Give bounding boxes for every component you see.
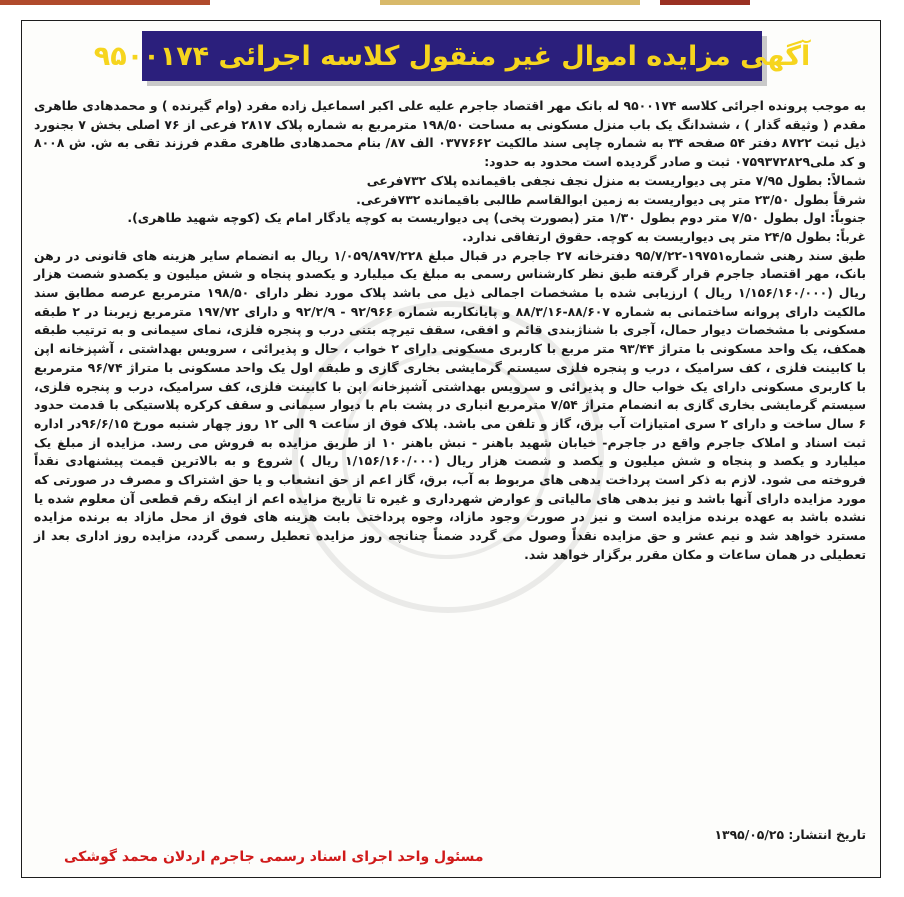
boundary-south: جنوباً: اول بطول ۷/۵۰ متر دوم بطول ۱/۳۰ متر (بصورت پخی) پی دیواریست به کوچه یادگار امام یک (کوچه شهید طاهری). <box>127 210 866 226</box>
notice-title: آگهی مزایده اموال غیر منقول کلاسه اجرائی ۹۵۰۰۱۷۴ <box>93 40 811 72</box>
notice-body <box>34 97 866 565</box>
auction-notice <box>21 20 881 878</box>
boundary-west: غرباً: بطول ۲۴/۵ متر پی دیواریست به کوچه. حقوق ارتفاقی ندارد. <box>462 228 866 244</box>
boundary-north: شمالاً: بطول ۷/۹۵ متر پی دیواریست به منزل نجف نجفی باقیمانده پلاک ۷۳۲فرعی <box>366 172 866 188</box>
details-paragraph: طبق سند رهنی شماره۱۹۷۵۱-۹۵/۷/۲۲ دفترخانه ۲۷ جاجرم در قبال مبلغ ۱/۰۵۹/۸۹۷/۲۲۸ ریال به انضمام سایر هزینه های قانونی در رهن بانک، مهر اقتصاد جاجرم قرار گرفته طبق نظر کارشناس رسمی به مبلغ یک میلیارد و یکصدو پنجاه و شش میلیون و یکصدو شصت هزار ریال (۱/۱۵۶/۱۶۰/۰۰۰ ریال ) ارزیابی شده با مشخصات اجمالی ذیل می باشد پلاک مورد نظر دارای ۱۹۸/۵۰ مترمربع عرصه مطابق سند مالکیت دارای پروانه ساختمانی به شماره ۸۸/۶۰۷-۸۸/۳/۱۶ و پایانکاربه شماره ۹۲/۹۶۶ - ۹۲/۲/۹ و دارای ۱۹۷/۷۲ مترمربع زیربنا در ۲ طبقه مسکونی با مشخصات دیوار حمال، آجری با شناژبندی قائم و افقی، سقف تیرچه بتنی درب و پنجره فلزی، نمای سیمانی و به ترتیب طبقه همکف، یک واحد مسکونی با متراژ ۹۳/۴۴ متر مربع با کاربری مسکونی دارای ۲ خواب ، حال و پذیرائی ، سرویس بهداشتی ، آشپزخانه اپن با کابینت فلزی ، کف سرامیک ، درب و پنجره فلزی سیستم گرمایشی بخاری گازی و طبقه اول یک واحد مسکونی با متراژ ۹۶/۷۴ مترمربع با کاربری مسکونی دارای یک خواب حال و پذیرائی و سرویس بهداشتی آشپزخانه اپن با کابینت فلزی، کف سرامیک، درب و پنجره فلزی، سیستم گرمایشی بخاری گازی به انضمام متراژ ۷/۵۴ مترمربع انباری در پشت بام با دیوار سیمانی و سقف کرکره پلاستیکی با قدمت حدود ۶ سال ساخت و دارای ۲ سری امتیازات آب برق، گاز و تلفن می باشد. پلاک فوق از ساعت ۹ الی ۱۲ روز چهار شنبه مورخ ۹۶/۶/۱۵در اداره ثبت اسناد و املاک جاجرم واقع در جاجرم- خیابان شهید باهنر - نبش باهنر ۱۰ از طریق مزایده به فروش می رسد. مزایده از مبلغ یک میلیارد و یکصد و پنجاه و شش میلیون و یکصد و شصت هزار ریال (۱/۱۵۶/۱۶۰/۰۰۰ ریال ) شروع و به بالاترین قیمت پیشنهادی نقداً فروخته می شود. لازم به ذکر است پرداخت بدهی های مربوط به آب، برق، گاز اعم از حق انشعاب و یا حق اشتراک و مصرف در صورتی که مورد مزایده دارای آنها باشد و نیز بدهی های مالیاتی و عوارض شهرداری و غیره تا تاریخ مزایده اعم از اینکه رقم قطعی آن معلوم شده یا نشده باشد به عهده برنده مزایده است و نیز در صورت وجود مازاد، وجوه پرداختی بابت هزینه های فوق از محل مازاد به برنده مزایده مسترد خواهد شد و نیم عشر و حق مزایده نقداً وصول می گردد ضمناً چنانچه روز مزایده تعطیل رسمی گردد، مزایده روز اداری بعد از تعطیلی در همان ساعات و مکان مقرر برگزار خواهد شد. <box>34 247 867 562</box>
signature-line: مسئول واحد اجرای اسناد رسمی جاجرم اردلان محمد گوشکی <box>64 849 484 865</box>
intro-paragraph: به موجب پرونده اجرائی کلاسه ۹۵۰۰۱۷۴ له بانک مهر اقتصاد جاجرم علیه علی اکبر اسماعیل زاده مفرد (وام گیرنده ) و محمدهادی طاهری مقدم ( وثیقه گذار ) ، ششدانگ یک باب منزل مسکونی به مساحت ۱۹۸/۵۰ مترمربع به شماره پلاک ۲۸۱۷ فرعی از ۷۶ اصلی بخش ۷ بجنورد ذیل ثبت ۸۷۲۲ دفتر ۵۴ صفحه ۳۴ به شماره چاپی سند مالکیت ۰۳۷۷۶۶۲ الف ۸۷/ بنام محمدهادی طاهری مقدم فرزند تقی به ش. ش ۸۰۰۸ و کد ملی۰۷۵۹۳۷۲۸۲۹ ثبت و صادر گردیده است محدود به حدود: <box>34 98 867 170</box>
top-page-strip <box>0 0 904 8</box>
title-banner <box>93 31 811 81</box>
publication-date: تاریخ انتشار: ۱۳۹۵/۰۵/۲۵ <box>714 827 866 842</box>
boundary-east: شرقاً بطول ۲۳/۵۰ متر پی دیواریست به زمین ابوالقاسم طالبی باقیمانده ۷۳۲فرعی. <box>356 191 866 207</box>
